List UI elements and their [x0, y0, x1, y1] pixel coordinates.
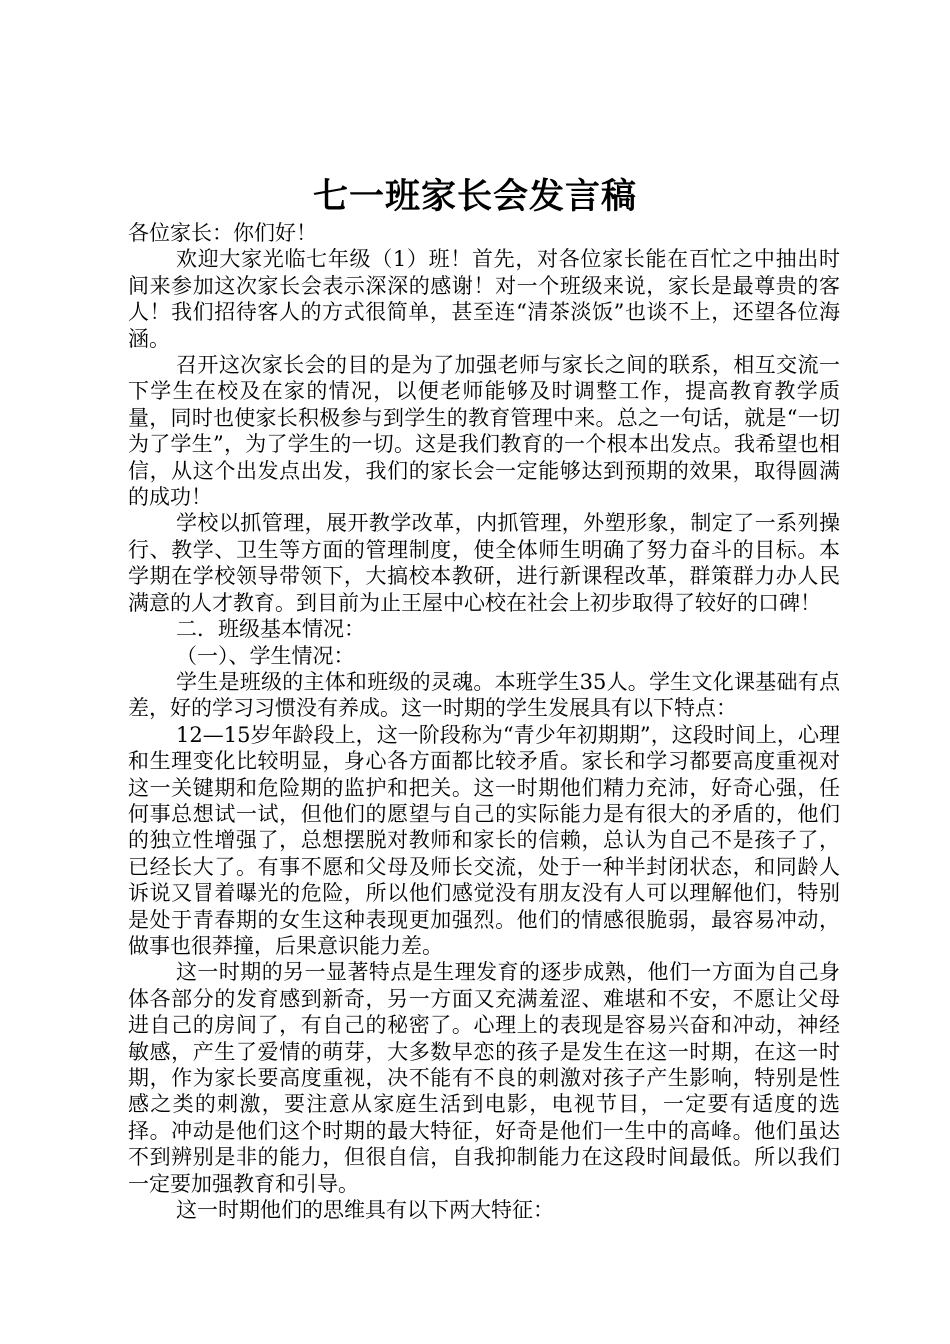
subsection-heading-students: （一）、学生情况：	[176, 643, 355, 668]
section-heading-class-info: 二．班级基本情况：	[176, 617, 365, 642]
document-title: 七一班家长会发言稿	[312, 177, 637, 217]
purpose-paragraph: 召开这次家长会的目的是为了加强老师与家长之间的联系，相互交流一下学生在校及在家的情况，以便老师能够及时调整工作，提高教育教学质量，同时也使家长积极参与到学生的教育管理中来。总之一句话，就是“一切为了学生”，为了学生的一切。这是我们教育的一个根本出发点。我希望也相信，从这个出发点出发，我们的家长会一定能够达到预期的效果，取得圆满的成功！	[128, 353, 840, 510]
salutation-paragraph: 各位家长：你们好！	[128, 221, 317, 245]
welcome-paragraph: 欢迎大家光临七年级（1）班！首先，对各位家长能在百忙之中抽出时间来参加这次家长会表示深深的感谢！对一个班级来说，家长是最尊贵的客人！我们招待客人的方式很简单，甚至连“清茶淡饭”也谈不上，还望各位海涵。	[128, 247, 840, 351]
students-overview-paragraph: 学生是班级的主体和班级的灵魂。本班学生35人。学生文化课基础有点差，好的学习习惯没有养成。这一时期的学生发展具有以下特点：	[128, 669, 840, 721]
thinking-features-paragraph: 这一时期他们的思维具有以下两大特征：	[176, 1198, 554, 1223]
age-stage-paragraph: 12—15岁年龄段上，这一阶段称为“青少年初期期”，这段时间上，心理和生理变化比较明显，身心各方面都比较矛盾。家长和学习都要高度重视对这一关键期和危险期的监护和把关。这一时期他们精力充沛，好奇心强，任何事总想试一试，但他们的愿望与自己的实际能力是有很大的矛盾的，他们的独立性增强了，总想摆脱对教师和家长的信赖，总认为自己不是孩子了，已经长大了。有事不愿和父母及师长交流，处于一种半封闭状态，和同龄人诉说又冒着曝光的危险，所以他们感觉没有朋友没有人可以理解他们，特别是处于青春期的女生这种表现更加强烈。他们的情感很脆弱，最容易冲动，做事也很莽撞，后果意识能力差。	[128, 722, 840, 958]
school-paragraph: 学校以抓管理，展开教学改革，内抓管理，外塑形象，制定了一系列操行、教学、卫生等方面的管理制度，使全体师生明确了努力奋斗的目标。本学期在学校领导带领下，大搞校本教研，进行新课程改革，群策群力办人民满意的人才教育。到目前为止王屋中心校在社会上初步取得了较好的口碑！	[128, 511, 840, 615]
development-paragraph: 这一时期的另一显著特点是生理发育的逐步成熟，他们一方面为自己身体各部分的发育感到新奇，另一方面又充满羞涩、难堪和不安，不愿让父母进自己的房间了，有自己的秘密了。心理上的表现是容易兴奋和冲动，神经敏感，产生了爱情的萌芽，大多数早恋的孩子是发生在这一时期，在这一时期，作为家长要高度重视，决不能有不良的刺激对孩子产生影响，特别是性感之类的刺激，要注意从家庭生活到电影，电视节目，一定要有适度的选择。冲动是他们这个时期的最大特征，好奇是他们一生中的高峰。他们虽达不到辨别是非的能力，但很自信，自我抑制能力在这段时间最低。所以我们一定要加强教育和引导。	[128, 960, 840, 1196]
document-body	[128, 220, 840, 1223]
